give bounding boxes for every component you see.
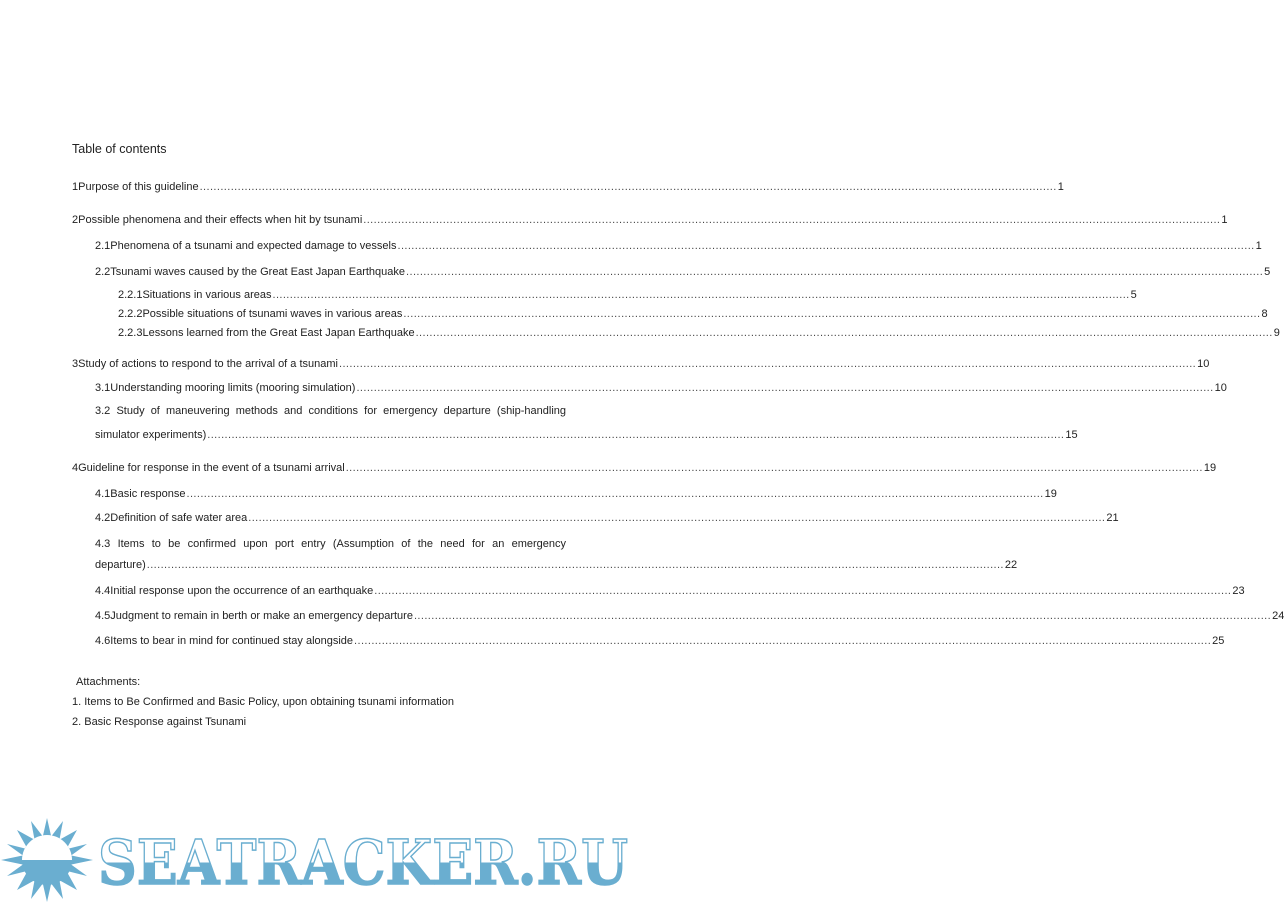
entry-number: 2.2.3 [118, 327, 143, 339]
toc-entry[interactable] [95, 511, 1119, 525]
entry-page: 23 [1232, 585, 1245, 597]
entry-page: 1 [1057, 181, 1064, 193]
entry-title: Tsunami waves caused by the Great East Japan Earthquake [110, 266, 406, 278]
entry-page: 5 [1130, 289, 1137, 301]
entry-page: 25 [1212, 635, 1225, 647]
entry-title: Items to bear in mind for continued stay alongside [110, 635, 354, 647]
entry-title: Lessons learned from the Great East Japan Earthquake [142, 327, 415, 339]
watermark-text: SEATRACKER.RU [98, 826, 628, 899]
toc-title: Table of contents [72, 142, 167, 156]
entry-title: Initial response upon the occurrence of an earthquake [110, 585, 374, 597]
entry-page: 5 [1264, 266, 1271, 278]
toc-entry[interactable] [118, 326, 1280, 340]
dot-leader [416, 326, 1273, 340]
entry-number: 4.3 [95, 538, 111, 550]
entry-title: Basic response [110, 488, 186, 500]
entry-title: Purpose of this guideline [78, 181, 199, 193]
entry-page: 22 [1004, 559, 1018, 571]
entry-number: 1 [72, 181, 79, 193]
entry-number: 4 [72, 462, 79, 474]
attachment-item[interactable]: 1. Items to Be Confirmed and Basic Policy, upon obtaining tsunami information [72, 696, 454, 708]
dot-leader [200, 180, 1057, 194]
entry-page: 15 [1065, 429, 1078, 441]
entry-number: 3.1 [95, 382, 111, 394]
dot-leader [207, 428, 1064, 442]
dot-leader [147, 558, 1004, 572]
toc-entry[interactable] [72, 180, 1064, 194]
entry-title: Study of actions to respond to the arrival of a tsunami [78, 358, 338, 370]
toc-entry-3-2-line2[interactable] [95, 428, 1078, 442]
entry-number: 4.1 [95, 488, 111, 500]
sun-icon [1, 818, 93, 902]
entry-page: 19 [1044, 488, 1057, 500]
toc-entry-4-3-line2[interactable] [95, 558, 1018, 572]
entry-number: 3 [72, 358, 79, 370]
entry-number: 4.6 [95, 635, 111, 647]
entry-number: 4.5 [95, 610, 111, 622]
dot-leader [272, 288, 1129, 302]
dot-leader [363, 213, 1220, 227]
entry-page: 10 [1214, 382, 1227, 394]
entry-number: 4.2 [95, 512, 111, 524]
dot-leader [248, 511, 1105, 525]
entry-title: Study of maneuvering methods and conditions for emergency departure (ship-handling [116, 405, 566, 417]
dot-leader [354, 634, 1211, 648]
entry-number: 3.2 [95, 405, 111, 417]
entry-number: 2.2 [95, 266, 111, 278]
entry-title: Items to be confirmed upon port entry (Assumption of the need for an emergency [117, 538, 566, 550]
entry-title: Possible phenomena and their effects when hit by tsunami [78, 214, 363, 226]
toc-entry[interactable] [95, 634, 1225, 648]
entry-title: Judgment to remain in berth or make an emergency departure [110, 610, 413, 622]
entry-number: 2.2.1 [118, 289, 143, 301]
seatracker-watermark-logo [0, 808, 639, 904]
entry-title: Situations in various areas [142, 289, 272, 301]
dot-leader [397, 239, 1254, 253]
attachment-item[interactable]: 2. Basic Response against Tsunami [72, 716, 247, 728]
entry-title: Understanding mooring limits (mooring simulation) [110, 382, 356, 394]
toc-entry-3-2-line1[interactable] [95, 404, 566, 418]
dot-leader [356, 381, 1213, 395]
toc-entry-4-3-line1[interactable] [95, 537, 566, 551]
entry-number: 2.1 [95, 240, 111, 252]
entry-title: Phenomena of a tsunami and expected damage to vessels [110, 240, 397, 252]
toc-entry[interactable] [72, 461, 1217, 475]
toc-entry[interactable] [118, 288, 1137, 302]
entry-page: 21 [1106, 512, 1119, 524]
dot-leader [374, 584, 1231, 598]
entry-page: 24 [1272, 610, 1284, 622]
toc-entry[interactable] [95, 609, 1284, 623]
entry-number: 4.4 [95, 585, 111, 597]
toc-entry[interactable] [95, 381, 1227, 395]
entry-title-continued: simulator experiments) [95, 429, 207, 441]
attachments-heading: Attachments: [76, 676, 141, 688]
entry-number: 2 [72, 214, 79, 226]
entry-page: 1 [1255, 240, 1262, 252]
dot-leader [339, 357, 1196, 371]
entry-number: 2.2.2 [118, 308, 143, 320]
toc-entry[interactable] [72, 213, 1228, 227]
entry-page: 19 [1203, 462, 1217, 474]
dot-leader [414, 609, 1271, 623]
dot-leader [346, 461, 1203, 475]
dot-leader [403, 307, 1260, 321]
entry-title-continued: departure) [95, 559, 146, 571]
entry-title: Possible situations of tsunami waves in various areas [142, 308, 403, 320]
toc-entry[interactable] [95, 265, 1271, 279]
toc-entry[interactable] [95, 584, 1245, 598]
entry-page: 1 [1221, 214, 1228, 226]
entry-page: 9 [1273, 327, 1280, 339]
entry-page: 8 [1261, 308, 1268, 320]
toc-entry[interactable] [72, 357, 1210, 371]
toc-entry[interactable] [95, 487, 1057, 501]
dot-leader [406, 265, 1263, 279]
toc-entry[interactable] [118, 307, 1268, 321]
dot-leader [187, 487, 1044, 501]
entry-title: Definition of safe water area [110, 512, 248, 524]
entry-title: Guideline for response in the event of a tsunami arrival [78, 462, 345, 474]
entry-page: 10 [1197, 358, 1210, 370]
toc-entry[interactable] [95, 239, 1262, 253]
